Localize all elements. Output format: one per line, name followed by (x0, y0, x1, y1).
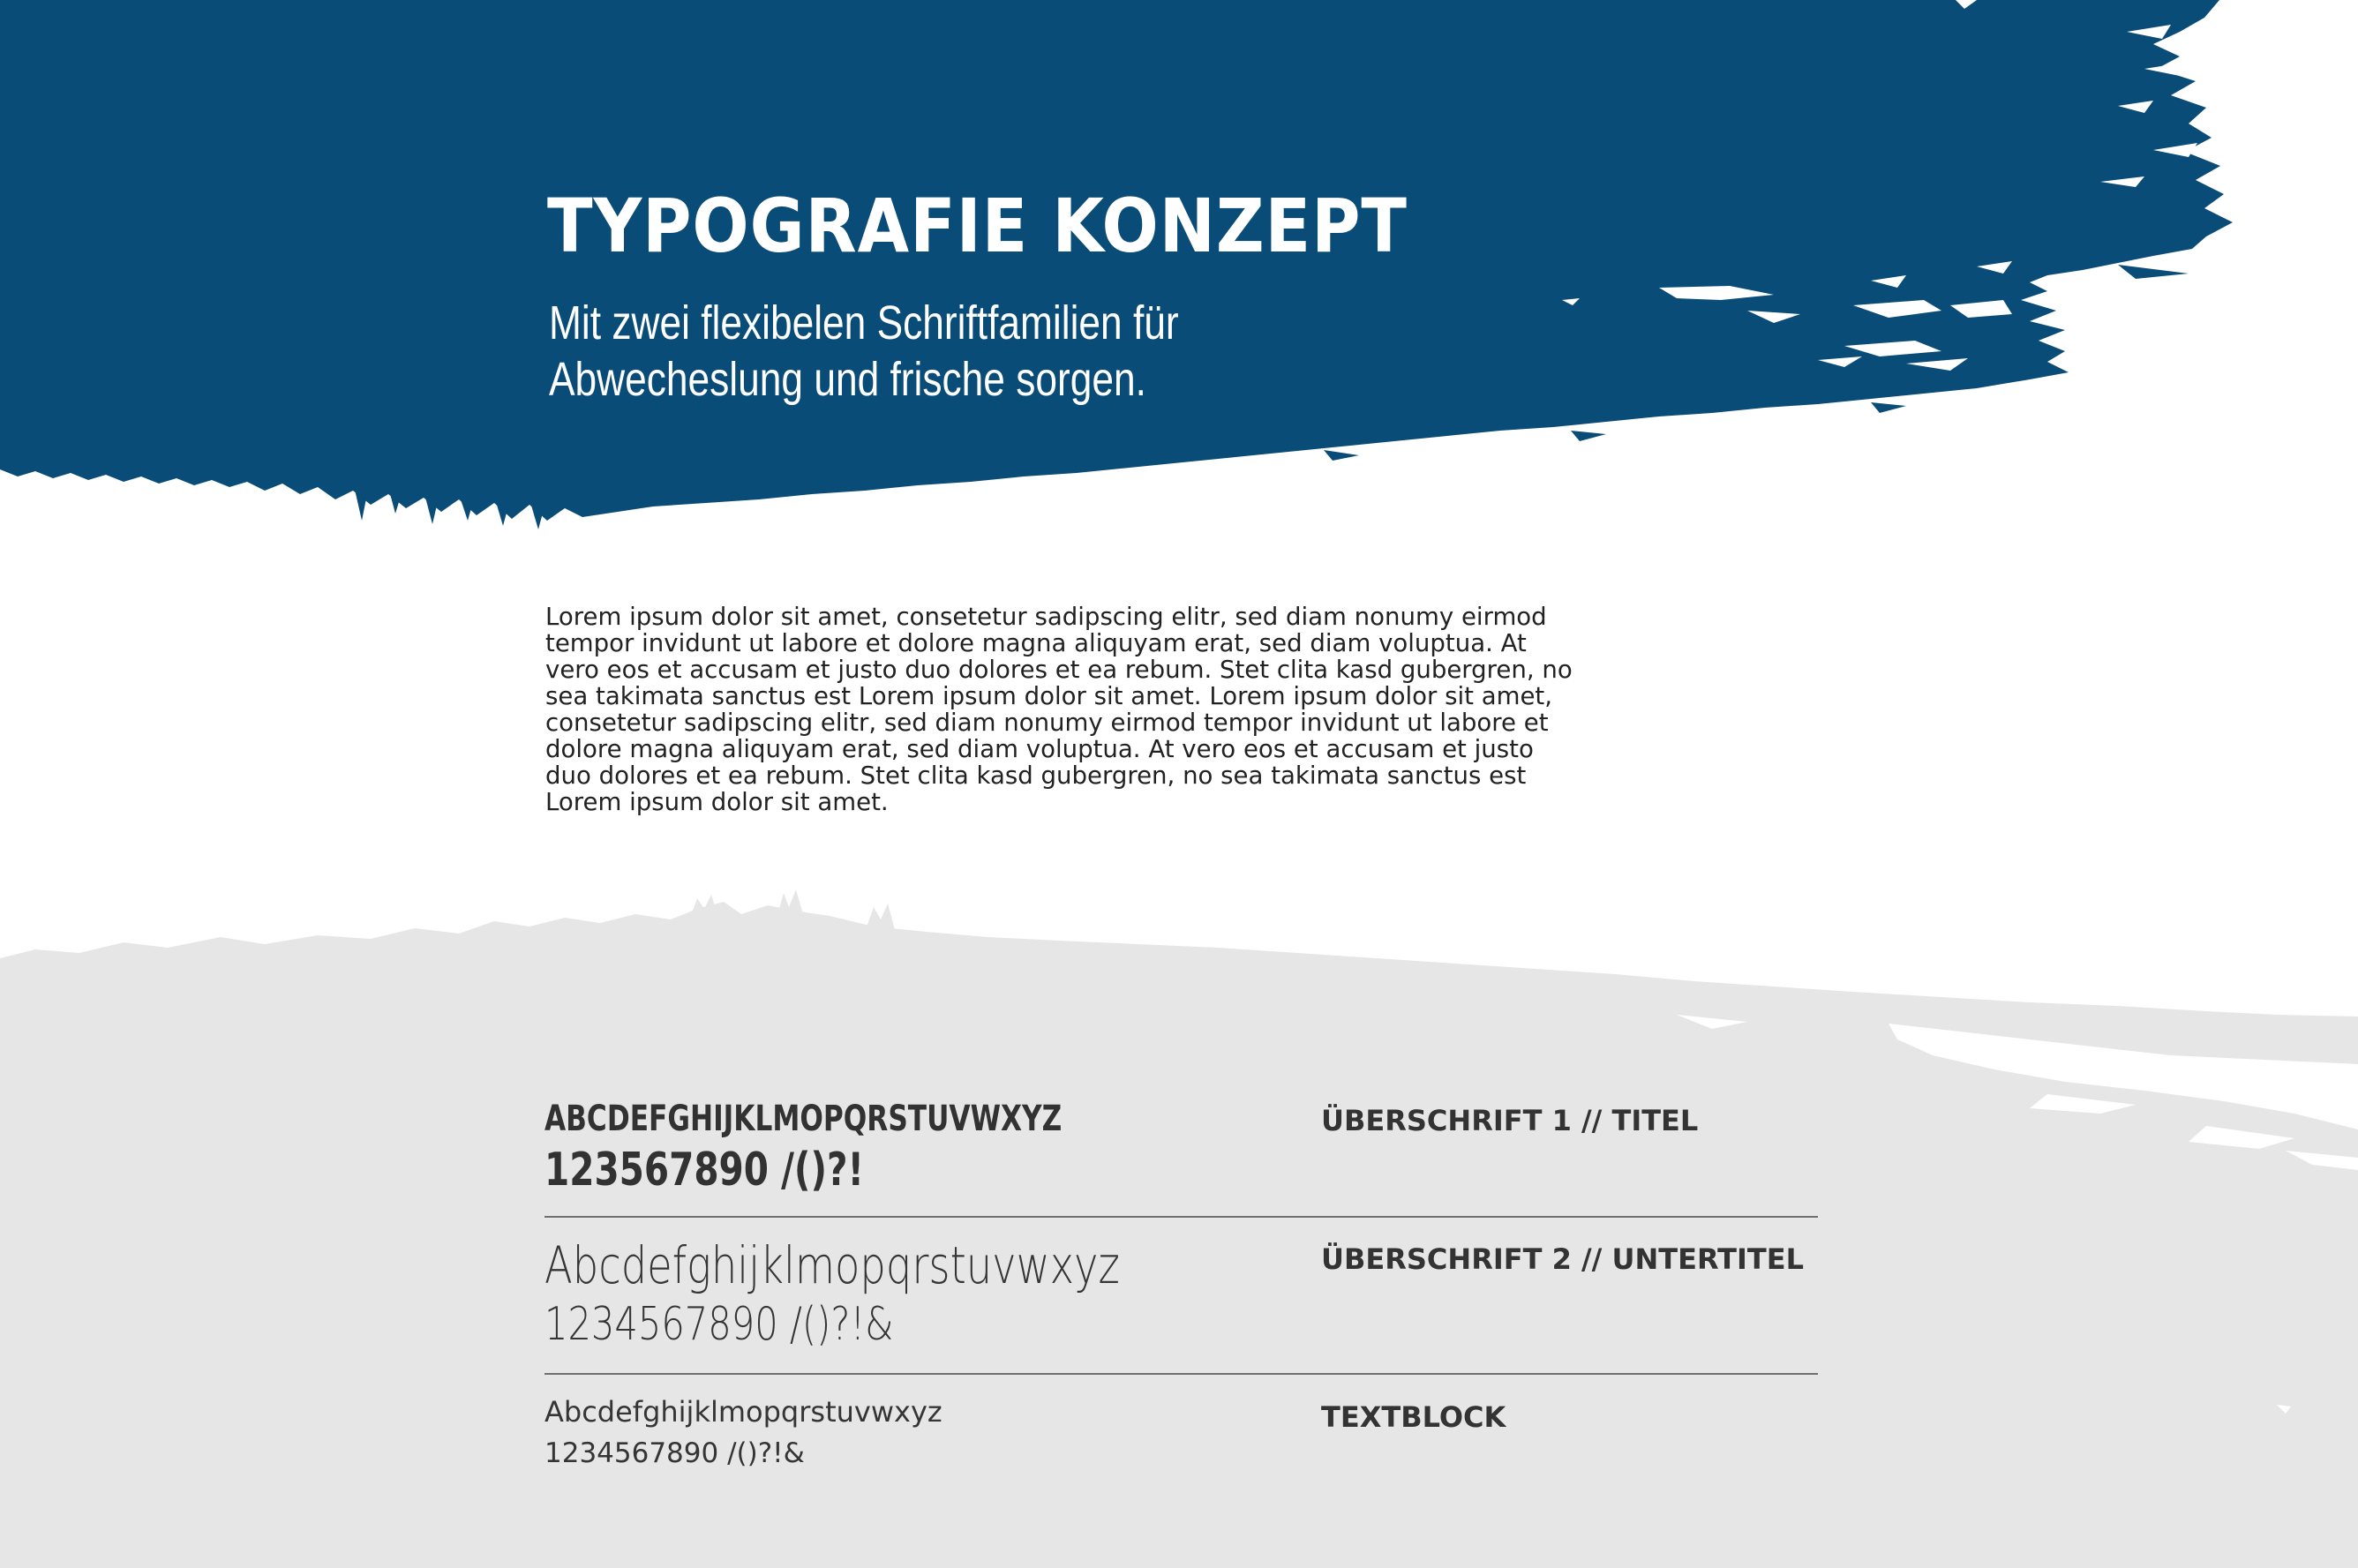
page-title: TYPOGRAFIE KONZEPT (547, 183, 1408, 269)
sample-numerals: 1234567890 /()?!& (544, 1298, 894, 1351)
font-sample-textblock (544, 1395, 942, 1469)
row-label-heading-2: ÜBERSCHRIFT 2 // UNTERTITEL (1321, 1242, 1804, 1276)
body-paragraph: Lorem ipsum dolor sit amet, consetetur sadipscing elitr, sed diam nonumy eirmod tempor invidunt ut labore et dolore magna aliquyam erat, sed diam voluptua. At vero eos et accusam et justo duo dolores et ea rebum. Stet clita kasd gubergren, no sea takimata sanctus est Lorem ipsum dolor sit amet. Lorem ipsum dolor sit amet, consetetur sadipscing elitr, sed diam nonumy eirmod tempor invidunt ut labore et dolore magna aliquyam erat, sed diam voluptua. At vero eos et accusam et justo duo dolores et ea rebum. Stet clita kasd gubergren, no sea takimata sanctus est Lorem ipsum dolor sit amet. (545, 602, 1573, 816)
sample-numerals: 1234567890 /()?!& (544, 1437, 805, 1469)
row-label-textblock: TEXTBLOCK (1321, 1400, 1506, 1434)
sample-alphabet: Abcdefghijklmopqrstuvwxyz (544, 1395, 942, 1429)
font-sample-heading-1 (544, 1099, 1063, 1197)
page-subtitle (549, 295, 1273, 408)
sample-alphabet: Abcdefghijklmopqrstuvwxyz (544, 1235, 1120, 1295)
type-row-textblock (544, 1395, 1818, 1495)
row-label-heading-1: ÜBERSCHRIFT 1 // TITEL (1321, 1104, 1699, 1137)
sample-numerals: 123567890 /()?! (544, 1144, 865, 1197)
font-sample-heading-2 (544, 1235, 1120, 1351)
sample-alphabet: ABCDEFGHIJKLMOPQRSTUVWXYZ (544, 1099, 1063, 1139)
subtitle-line-2: Abwecheslung und frische sorgen. (549, 353, 1146, 406)
subtitle-line-1: Mit zwei flexibelen Schriftfamilien für (549, 296, 1179, 349)
type-row-heading-2 (544, 1235, 1818, 1375)
type-row-heading-1 (544, 1101, 1818, 1218)
